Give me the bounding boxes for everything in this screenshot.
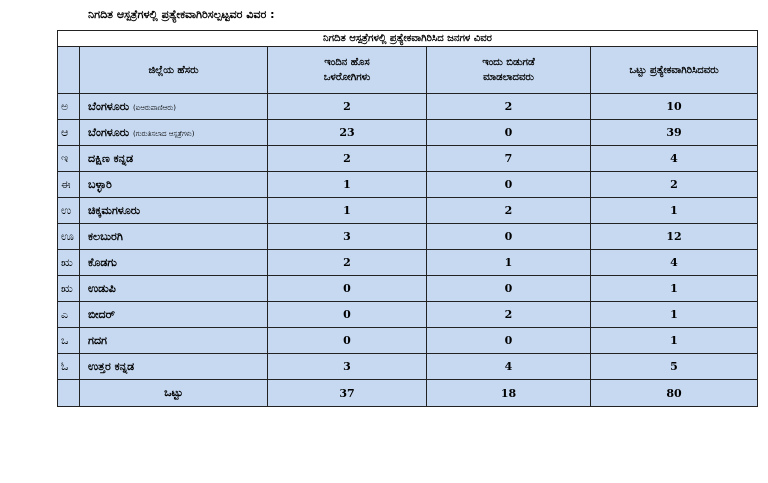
new-inpatients-cell: 3 (268, 224, 427, 250)
district-label: ಉತ್ತರ ಕನ್ನಡ (88, 359, 135, 373)
total-isolated-cell: 10 (591, 94, 758, 120)
totals-total-isolated: 80 (591, 380, 758, 407)
district-name (80, 120, 268, 146)
quarantine-table (57, 30, 758, 407)
district-label: ಬೀದರ್ (88, 307, 116, 321)
district-label: ಬಳ್ಳಾರಿ (88, 177, 112, 191)
table-row (58, 328, 758, 354)
district-name (80, 276, 268, 302)
totals-label: ಒಟ್ಟು (80, 380, 268, 407)
row-index: ಅ (58, 94, 80, 120)
table-row (58, 354, 758, 380)
total-isolated-cell: 1 (591, 302, 758, 328)
table-row (58, 94, 758, 120)
row-index: ಈ (58, 172, 80, 198)
totals-new-inpatients: 37 (268, 380, 427, 407)
table-row (58, 146, 758, 172)
header-released-line2: ಮಾಡಲಾದವರು (483, 72, 534, 83)
row-index: ಋ (58, 250, 80, 276)
header-total-isolated (591, 47, 758, 94)
header-new-line1: ಇಂದಿನ ಹೊಸ (324, 57, 370, 68)
new-inpatients-cell: 0 (268, 328, 427, 354)
new-inpatients-cell: 2 (268, 250, 427, 276)
row-index: ಇ (58, 146, 80, 172)
released-cell: 2 (427, 198, 591, 224)
table-caption: ನಿಗದಿತ ಆಸ್ಪತ್ರೆಗಳಲ್ಲಿ ಪ್ರತ್ಯೇಕವಾಗಿರಿಸಿದ ಜನಗಳ ವಿವರ (58, 31, 758, 47)
total-isolated-cell: 4 (591, 146, 758, 172)
district-name (80, 198, 268, 224)
row-index: ಒ (58, 328, 80, 354)
released-cell: 0 (427, 172, 591, 198)
district-note: (ಐಆರುಪಾಣಿಆರು) (132, 103, 176, 112)
released-cell: 2 (427, 302, 591, 328)
header-district-label: ಜಿಲ್ಲೆಯ ಹೆಸರು (148, 64, 199, 76)
totals-released: 18 (427, 380, 591, 407)
total-isolated-cell: 4 (591, 250, 758, 276)
district-name (80, 328, 268, 354)
header-index (58, 47, 80, 94)
table-row (58, 302, 758, 328)
row-index: ಋ (58, 276, 80, 302)
district-name (80, 250, 268, 276)
header-district (80, 47, 268, 94)
table-row (58, 120, 758, 146)
released-cell: 4 (427, 354, 591, 380)
header-total-label: ಒಟ್ಟು ಪ್ರತ್ಯೇಕವಾಗಿರಿಸಿದವರು (629, 64, 719, 76)
district-name (80, 224, 268, 250)
table-row (58, 276, 758, 302)
table-row (58, 250, 758, 276)
district-label: ಉಡುಪಿ (88, 281, 116, 295)
total-isolated-cell: 1 (591, 198, 758, 224)
new-inpatients-cell: 0 (268, 276, 427, 302)
released-cell: 0 (427, 328, 591, 354)
district-name (80, 354, 268, 380)
district-name (80, 94, 268, 120)
table-row (58, 198, 758, 224)
row-index: ಆ (58, 120, 80, 146)
new-inpatients-cell: 2 (268, 94, 427, 120)
district-note: (ಗುರುತಿಸಲಾದ ಆಸ್ಪತ್ರೆಗಳು) (132, 129, 195, 138)
new-inpatients-cell: 23 (268, 120, 427, 146)
new-inpatients-cell: 1 (268, 172, 427, 198)
row-index: ಎ (58, 302, 80, 328)
total-isolated-cell: 2 (591, 172, 758, 198)
totals-row (58, 380, 758, 407)
new-inpatients-cell: 1 (268, 198, 427, 224)
released-cell: 0 (427, 120, 591, 146)
district-label: ದಕ್ಷಿಣ ಕನ್ನಡ (88, 151, 134, 165)
district-label: ಬೆಂಗಳೂರು (88, 99, 130, 113)
released-cell: 0 (427, 224, 591, 250)
total-isolated-cell: 39 (591, 120, 758, 146)
district-name (80, 302, 268, 328)
district-label: ಗದಗ (88, 333, 108, 347)
total-isolated-cell: 1 (591, 276, 758, 302)
row-index: ಉ (58, 198, 80, 224)
header-new-inpatients (268, 47, 427, 94)
row-index: ಓ (58, 354, 80, 380)
row-index: ಊ (58, 224, 80, 250)
table-row (58, 172, 758, 198)
released-cell: 2 (427, 94, 591, 120)
page-heading: ನಿಗದಿತ ಆಸ್ಪತ್ರೆಗಳಲ್ಲಿ ಪ್ರತ್ಯೇಕವಾಗಿರಿಸಲ್ಪಟ್ಟವರ ವಿವರ : (88, 8, 275, 21)
district-name (80, 172, 268, 198)
new-inpatients-cell: 3 (268, 354, 427, 380)
total-isolated-cell: 1 (591, 328, 758, 354)
total-isolated-cell: 12 (591, 224, 758, 250)
header-released (427, 47, 591, 94)
district-label: ಬೆಂಗಳೂರು (88, 125, 130, 139)
released-cell: 1 (427, 250, 591, 276)
released-cell: 0 (427, 276, 591, 302)
header-released-line1: ಇಂದು ಬಿಡುಗಡೆ (482, 57, 535, 68)
new-inpatients-cell: 0 (268, 302, 427, 328)
table-row (58, 224, 758, 250)
district-label: ಚಿಕ್ಕಮಗಳೂರು (88, 203, 141, 217)
released-cell: 7 (427, 146, 591, 172)
district-name (80, 146, 268, 172)
header-new-line2: ಒಳರೋಗಿಗಳು (323, 72, 371, 83)
total-isolated-cell: 5 (591, 354, 758, 380)
district-label: ಕೊಡಗು (88, 255, 117, 269)
new-inpatients-cell: 2 (268, 146, 427, 172)
totals-index (58, 380, 80, 407)
district-label: ಕಲಬುರಗಿ (88, 229, 123, 243)
